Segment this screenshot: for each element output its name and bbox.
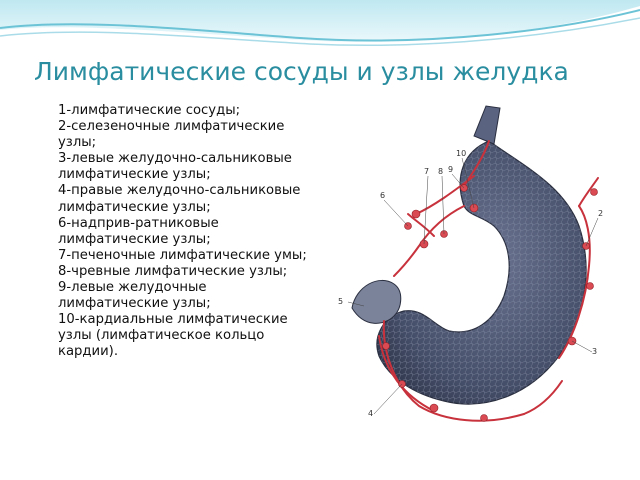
esophagus-shape — [474, 106, 500, 144]
header-wave-decoration — [0, 0, 640, 60]
legend-list — [58, 103, 318, 361]
legend-item: 6-надприв-ратниковые лимфатические узлы; — [58, 215, 219, 247]
legend-item: 2-селезеночные лимфатические узлы; — [58, 119, 285, 151]
figure-label-9: 9 — [448, 165, 454, 174]
legend-item: 10-кардиальные лимфатические узлы (лимфатическое кольцо кардии). — [58, 312, 288, 360]
legend-item: 4-правые желудочно-сальниковые лимфатические узлы; — [58, 183, 301, 215]
figure-label-2: 2 — [598, 209, 604, 218]
legend-item: 1-лимфатические сосуды; — [58, 103, 241, 118]
figure-label-4: 4 — [368, 409, 374, 418]
pylorus-shape — [352, 280, 401, 323]
legend-item: 8-чревные лимфатические узлы; — [58, 263, 288, 279]
figure-label-8: 8 — [438, 167, 444, 176]
stomach-illustration-svg — [324, 96, 622, 452]
figure-label-10: 10 — [456, 149, 467, 158]
figure-label-5: 5 — [338, 297, 344, 306]
figure-label-6: 6 — [380, 191, 386, 200]
legend-item: 9-левые желудочные лимфатические узлы; — [58, 280, 211, 312]
slide-title: Лимфатические сосуды и узлы желудка — [34, 57, 569, 86]
stomach-lymph-illustration — [324, 96, 622, 452]
legend-item: 7-печеночные лимфатические умы; — [58, 247, 307, 263]
legend-item: 3-левые желудочно-сальниковые лимфатические узлы; — [58, 151, 292, 183]
figure-label-3: 3 — [592, 347, 598, 356]
figure-label-7: 7 — [424, 167, 430, 176]
